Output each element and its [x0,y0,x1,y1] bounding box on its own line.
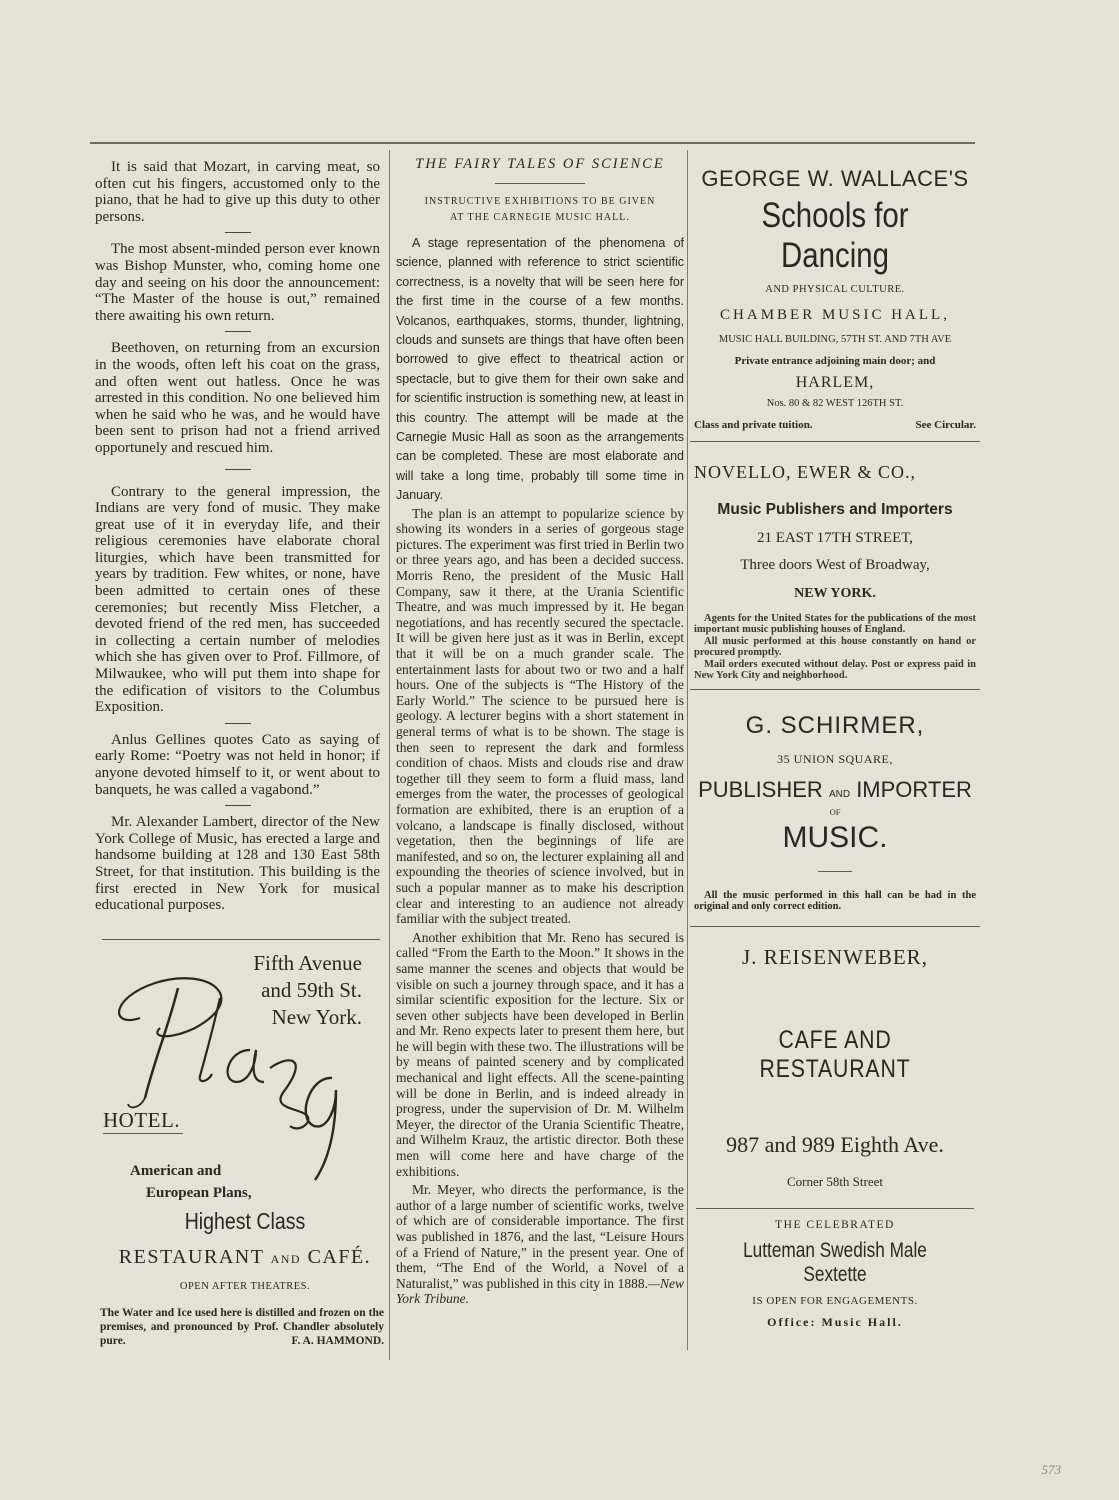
separator-dash [225,805,251,806]
plaza-plans-line2: European Plans, [146,1185,252,1201]
sextette-the-celebrated: THE CELEBRATED [775,1219,895,1231]
separator-dash [225,469,251,470]
title-rule [495,183,585,184]
plaza-cafe: CAFÉ. [307,1246,372,1268]
separator-dash [225,331,251,332]
column-divider-right [687,150,688,1350]
wallace-physical-culture: AND PHYSICAL CULTURE. [765,284,905,295]
reisenweber-corner: Corner 58th Street [786,1174,884,1189]
article-subhead [396,194,684,226]
schirmer-of: OF [829,807,841,817]
article-subhead-line2: AT THE CARNEGIE MUSIC HALL. [450,212,630,223]
article-subhead-line1: INSTRUCTIVE EXHIBITIONS TO BE GIVEN [424,196,656,207]
article-source: —New York Tribune. [396,1275,684,1307]
plaza-and: AND [270,1252,302,1266]
column-divider-left [389,150,390,1360]
reisenweber-bottom-rule [696,1208,974,1209]
paragraph-cato: Anlus Gellines quotes Cato as saying of early Rome: “Poetry was not held in honor; if anyone devoted himself to it, or went about to banquets, he was called a vagabond.” [95,731,380,798]
schirmer-publisher: PUBLISHER [698,777,823,802]
schirmer-publisher-line [690,777,980,803]
plaza-plans-line1: American and [130,1163,222,1179]
column-3 [690,166,980,1330]
schirmer-note: All the music performed in this hall can be had in the original and only correct edition. [694,890,976,912]
schirmer-importer: IMPORTER [856,777,972,802]
plaza-address-line3: New York. [271,1005,362,1029]
novello-street: 21 EAST 17TH STREET, [756,530,914,546]
plaza-highest-class: Highest Class [184,1208,306,1234]
hotel-underline [103,1133,183,1134]
article-paragraph-2: The plan is an attempt to popularize science by showing its wonders in a series of gorgeous stage pictures. The experiment was first tried in Berlin two or three years ago, and has been a decided success. Morris Reno, the president of the Music Hall Company, saw it there, at the Urania Scientific Theatre, and was much impressed by it. He began negotiations, and has recently secured the spectacle. It will be given here just as it was in Berlin, except that it will be on a much grander scale. The entertainment lasts for about two or two and a half hours. One of the subjects is “The History of the Early World.” The science to be pursued here is geology. A lecturer begins with a short statement in general terms of what is to be shown. The stage is then seen to represent the dark and formless condition of chaos. Mists and clouds rise and draw together till they seem to form a fluid mass, land emerges from the water, the processes of geological formation are exhibited, there is an eruption of a volcano, a landscape is finally disclosed, without vegetation, then the beginnings of life are manifested, and so on, the lecturer explaining all and expounding the theories of science involved, but in such a popular manner as to make his description clear and interesting to an audience not already familiar with the subject treated. [396,505,684,927]
wallace-tuition: Class and private tuition. [694,419,813,431]
novello-business: Music Publishers and Importers [717,501,953,518]
paragraph-mozart: It is said that Mozart, in carving meat, so often cut his fingers, accustomed only to the piano, that he had to give up this duty to other persons. [95,159,380,225]
reisenweber-address: 987 and 989 Eighth Ave. [726,1132,944,1157]
novello-note-1: Agents for the United States for the publications of the most important music publishing houses of England. [694,613,976,635]
column-1 [95,159,380,914]
wallace-circular: See Circular. [915,419,976,431]
plaza-restaurant-cafe [100,1246,390,1269]
article-paragraph-1: A stage representation of the phenomena of science, planned with reference to strict scientific correctness, is a novelty that will be seen here for the first time in the course of a few months. Volcanos, earthquakes, storms, thunder, lightning, clouds and sunsets are things that have often been borrowed to give effect to theatrical action or spectacle, but to give them for their own sake and for scientific instruction is something new, at least in this country. The attempt will be made at the Carnegie Music Hall as soon as the arrangements can be completed. These are most elaborate and will take a long time, probably till some time in January. [396,236,684,503]
paragraph-munster: The most absent-minded person ever known was Bishop Munster, who, coming home one day and seeing on his door the announcement: “The Master of the house is out,” remained there awaiting his own return. [95,241,380,324]
wallace-building: MUSIC HALL BUILDING, 57TH ST. AND 7TH AVE [718,334,952,345]
schirmer-name: G. SCHIRMER, [745,712,925,739]
plaza-signer: F. A. HAMMOND. [291,1335,384,1347]
wallace-bottom-rule [690,441,980,442]
novello-note-2: All music performed at this house constantly on hand or procured promptly. [694,636,976,658]
novello-name: NOVELLO, EWER & CO., [694,462,916,482]
plaza-note-block [100,1306,384,1348]
article-paragraph-4-text: Mr. Meyer, who directs the performance, is the author of a large number of scientific works, twelve of which are of considerable importance. The first was published in 1876, and the last, “Leisure Hours of a Friend of Nature,” in the present year. One of them, “The End of the World, a Novel of a Naturalist,” was published in this city in 1888. [396,1182,684,1291]
sextette-name: Lutteman Swedish Male Sextette [743,1239,927,1286]
wallace-schools-for-dancing: Schools for Dancing [761,196,909,275]
wallace-name: GEORGE W. WALLACE'S [701,166,969,191]
article-paragraph-3: Another exhibition that Mr. Reno has secured is called “From the Earth to the Moon.” It shows in the same manner the scenes and objects that would be visible on such a journey through space, and it has a similar scientific exposition for the lecture. Six or seven other subjects have been developed in Berlin and Mr. Reno expects later to present them here, but he will begin with these two. The illustrations will be by means of painted scenery and by complicated mechanical and light effects. All the scene-painting will be done in Berlin, and is indeed already in progress, under the supervision of Dr. M. Wilhelm Meyer, the director of the Urania Scientific Theatre, and Wilhelm Krauz, the artistic director. Both these men will come here and have charge of the exhibitions. [396,929,684,1179]
plaza-logo-script [100,958,360,1188]
paragraph-beethoven: Beethoven, on returning from an excursion in the woods, often left his coat on the grass, and often went out hatless. Once he was arrested in this condition. No one believed him when he said who he was, and he would have been sent to prison had not a friend arrived opportunely and rescued him. [95,340,380,456]
plaza-ad-top-rule [102,939,380,940]
separator-dash [225,232,251,233]
schirmer-address: 35 UNION SQUARE, [777,752,893,766]
top-rule [90,142,975,144]
article-paragraph-4 [396,1182,684,1307]
reisenweber-name: J. REISENWEBER, [742,945,928,969]
novello-bottom-rule [690,689,980,690]
plaza-hotel-label [103,1108,180,1133]
sextette-open: IS OPEN FOR ENGAGEMENTS. [752,1295,918,1307]
novello-note-3: Mail orders executed without delay. Post or express paid in New York City and neighborhood. [694,659,976,681]
novello-notes [690,614,980,681]
page-number: 573 [1041,1462,1061,1477]
plaza-address-line1: Fifth Avenue [253,951,362,975]
novello-location: Three doors West of Broadway, [740,557,930,573]
schirmer-and: AND [828,789,851,800]
wallace-chamber-music-hall: CHAMBER MUSIC HALL, [720,307,950,323]
schirmer-dash [818,871,852,872]
plaza-note: The Water and Ice used here is distilled and frozen on the premises, and pronounced by Prof. Chandler absolutely pure. [100,1307,384,1347]
separator-dash [225,723,251,724]
reisenweber-cafe-restaurant: CAFE AND RESTAURANT [759,1026,911,1083]
plaza-address-line2: and 59th St. [261,978,362,1002]
article-title: THE FAIRY TALES OF SCIENCE [415,156,665,172]
schirmer-bottom-rule [690,926,980,927]
paragraph-lambert: Mr. Alexander Lambert, director of the New York College of Music, has erected a large and handsome building at 128 and 130 East 58th Street, for that institution. This building is the first erected in New York for musical educational purposes. [95,814,380,914]
paragraph-indians: Contrary to the general impression, the Indians are very fond of music. They make great use of it in everyday life, and their religious ceremonies have elaborate choral liturgies, which have been transmitted for years by tradition. Few whites, or none, have been admitted to certain ones of these ceremonies; but recently Miss Fletcher, a devoted friend of the red men, has succeeded in collecting a certain number of melodies which she has given over to Prof. Fillmore, of Milwaukee, who will put them into shape for the edification of visitors to the Columbus Exposition. [95,483,380,716]
wallace-tuition-row [690,419,980,431]
wallace-entrance: Private entrance adjoining main door; and [734,355,936,367]
schirmer-music: MUSIC. [782,821,888,854]
plaza-open-after-theatres: OPEN AFTER THEATRES. [179,1281,311,1292]
novello-city: NEW YORK. [794,586,876,601]
plaza-plans [130,1160,252,1204]
wallace-harlem: HARLEM, [795,374,875,391]
sextette-office: Office: Music Hall. [767,1315,903,1329]
plaza-hotel-text: HOTEL. [103,1108,181,1132]
column-2 [396,156,684,1307]
plaza-restaurant: RESTAURANT [118,1246,265,1268]
wallace-address: Nos. 80 & 82 WEST 126TH ST. [766,398,904,409]
